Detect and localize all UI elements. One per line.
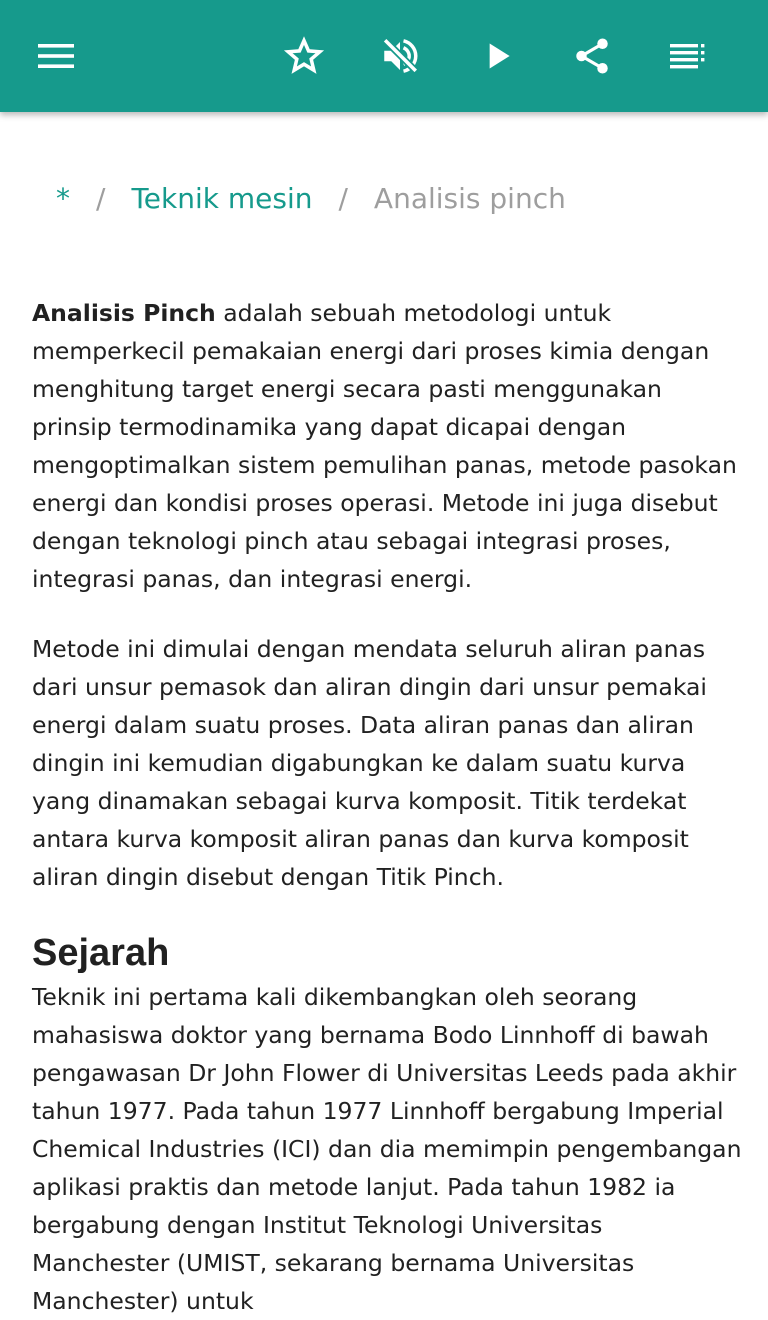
intro-text: adalah sebuah metodologi untuk memperkecil pemakaian energi dari proses kimia dengan menghitung target energi secara pasti menggunakan prinsip termodinamika yang dapat dicapai dengan mengoptimalkan sistem pemulihan panas, metode pasokan energi dan kondisi proses operasi. Metode ini juga disebut dengan teknologi pinch atau sebagai integrasi proses, integrasi panas, dan integrasi energi. [32, 299, 737, 593]
breadcrumb-current: Analisis pinch [373, 181, 566, 215]
play-icon [478, 36, 518, 76]
breadcrumb-root-link[interactable]: * [56, 181, 70, 215]
section-heading-history: Sejarah [32, 932, 170, 974]
menu-icon [36, 36, 76, 76]
playlist-icon [668, 36, 708, 76]
share-icon [571, 35, 613, 77]
intro-term: Analisis Pinch [32, 299, 216, 327]
mute-button[interactable] [368, 24, 432, 88]
share-button[interactable] [560, 24, 624, 88]
breadcrumb-separator: / [338, 181, 348, 215]
breadcrumb-separator: / [96, 181, 106, 215]
breadcrumb [56, 178, 566, 218]
bookmark-button[interactable] [272, 24, 336, 88]
method-paragraph: Metode ini dimulai dengan mendata seluruh aliran panas dari unsur pemasok dan aliran dingin dari unsur pemakai energi dalam suatu proses. Data aliran panas dan aliran dingin ini kemudian digabungkan ke dalam suatu kurva yang dinamakan sebagai kurva komposit. Titik terdekat antara kurva komposit aliran panas dan kurva komposit aliran dingin disebut dengan Titik Pinch. [32, 635, 707, 891]
play-button[interactable] [466, 24, 530, 88]
app-toolbar [0, 0, 768, 112]
menu-button[interactable] [24, 24, 88, 88]
volume-off-icon [379, 35, 421, 77]
article-body [32, 294, 744, 1320]
playlist-button[interactable] [656, 24, 720, 88]
intro-paragraph [32, 294, 744, 598]
star-outline-icon [283, 35, 325, 77]
breadcrumb-category-link[interactable]: Teknik mesin [131, 181, 313, 215]
history-paragraph: Teknik ini pertama kali dikembangkan oleh seorang mahasiswa doktor yang bernama Bodo Linnhoff di bawah pengawasan Dr John Flower di Universitas Leeds pada akhir tahun 1977. Pada tahun 1977 Linnhoff bergabung Imperial Chemical Industries (ICI) dan dia memimpin pengembangan aplikasi praktis dan metode lanjut. Pada tahun 1982 ia bergabung dengan Institut Teknologi Universitas Manchester (UMIST, sekarang bernama Universitas Manchester) untuk [32, 983, 742, 1315]
